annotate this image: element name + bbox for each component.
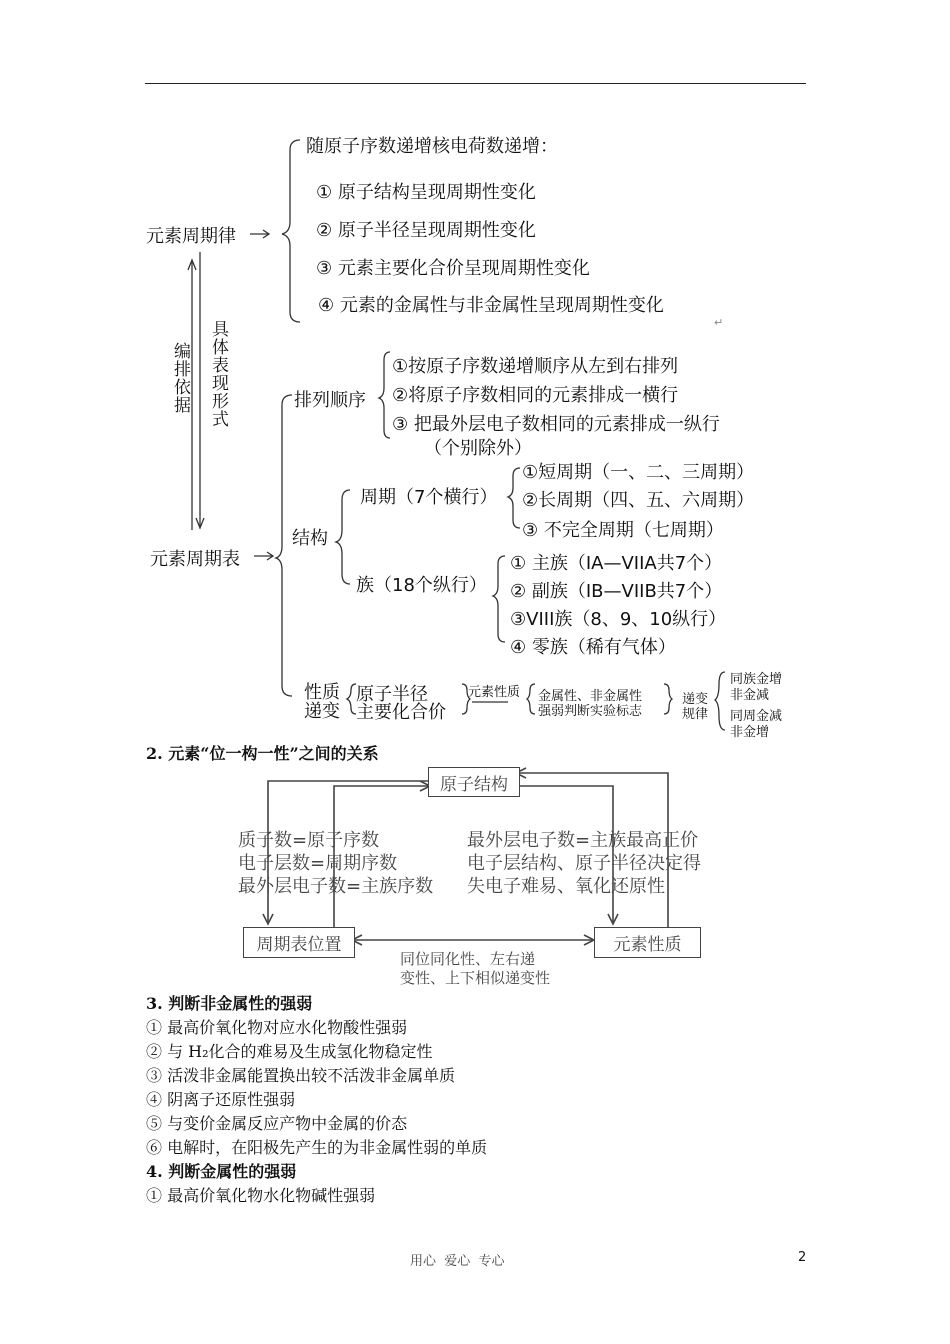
period-item: ②长周期（四、五、六周期） bbox=[522, 490, 755, 511]
property-item: 原子半径 bbox=[356, 684, 428, 705]
footer-motto: 用心 爱心 专心 bbox=[410, 1254, 505, 1269]
list-item: ② 与 H₂化合的难易及生成氢化物稳定性 bbox=[146, 1042, 433, 1061]
box-table-position: 周期表位置 bbox=[243, 927, 355, 958]
list-item: ① 最高价氧化物水化物碱性强弱 bbox=[146, 1186, 376, 1205]
property-label: 递变 bbox=[304, 701, 340, 722]
law-item: ② 原子半径呈现周期性变化 bbox=[316, 220, 536, 241]
law-intro: 随原子序数递增核电荷数递增： bbox=[306, 136, 558, 157]
section4-heading: 4. 判断金属性的强弱 bbox=[146, 1162, 297, 1181]
right-relation: 最外层电子数=主族最高正价 bbox=[467, 830, 699, 851]
order-item: ①按原子序数递增顺序从左到右排列 bbox=[392, 356, 679, 377]
group-item: ① 主族（IA—VIIA共7个） bbox=[510, 553, 723, 574]
list-item: ① 最高价氧化物对应水化物酸性强弱 bbox=[146, 1018, 408, 1037]
form-label: 具体表现形式 bbox=[208, 320, 228, 428]
law-item: ③ 元素主要化合价呈现周期性变化 bbox=[316, 258, 590, 279]
same-group: 同族金增 bbox=[730, 672, 783, 687]
list-item: ⑥ 电解时，在阳极先产生的为非金属性弱的单质 bbox=[146, 1138, 488, 1157]
list-item: ③ 活泼非金属能置换出较不活泼非金属单质 bbox=[146, 1066, 456, 1085]
group-item: ③VIII族（8、9、10纵行） bbox=[510, 609, 727, 630]
box-element-property: 元素性质 bbox=[594, 927, 701, 958]
group-label: 族（18个纵行） bbox=[356, 575, 487, 596]
metal-line: 强弱判断实验标志 bbox=[538, 704, 643, 719]
left-relation: 电子层数=周期序数 bbox=[238, 853, 398, 874]
section2-heading: 2. 元素“位一构一性”之间的关系 bbox=[146, 744, 379, 763]
bottom-relation: 变性、上下相似递变性 bbox=[400, 969, 551, 987]
right-relation: 失电子难易、氧化还原性 bbox=[467, 876, 665, 897]
order-item-note: （个别除外） bbox=[424, 438, 532, 459]
left-relation: 最外层电子数=主族序数 bbox=[238, 876, 434, 897]
rule-line: 规律 bbox=[682, 707, 709, 722]
group-item: ② 副族（IB—VIIB共7个） bbox=[510, 581, 723, 602]
basis-label: 编排依据 bbox=[170, 342, 190, 414]
same-period: 非金增 bbox=[730, 725, 770, 740]
period-label: 周期（7个横行） bbox=[360, 487, 498, 508]
element-property: 元素性质 bbox=[468, 685, 521, 700]
list-item: ⑤ 与变价金属反应产物中金属的价态 bbox=[146, 1114, 408, 1133]
order-item: ③ 把最外层电子数相同的元素排成一纵行 bbox=[392, 414, 720, 435]
property-item: 主要化合价 bbox=[356, 702, 446, 723]
box-atomic-structure: 原子结构 bbox=[428, 767, 520, 797]
metal-line: 金属性、非金属性 bbox=[538, 689, 643, 704]
group-item: ④ 零族（稀有气体） bbox=[510, 637, 676, 658]
period-item: ①短周期（一、二、三周期） bbox=[522, 462, 755, 483]
law-item: ④ 元素的金属性与非金属性呈现周期性变化 bbox=[318, 295, 664, 316]
order-item: ②将原子序数相同的元素排成一横行 bbox=[392, 385, 679, 406]
section3-heading: 3. 判断非金属性的强弱 bbox=[146, 994, 313, 1013]
period-item: ③ 不完全周期（七周期） bbox=[522, 520, 724, 541]
rule-line: 递变 bbox=[682, 692, 709, 707]
law-label: 元素周期律 bbox=[146, 226, 236, 247]
right-relation: 电子层结构、原子半径决定得 bbox=[467, 853, 701, 874]
same-group: 非金减 bbox=[730, 688, 770, 703]
property-label: 性质 bbox=[304, 682, 340, 703]
list-item: ④ 阴离子还原性强弱 bbox=[146, 1090, 296, 1109]
page-number: 2 bbox=[798, 1250, 807, 1265]
svg-text:↵: ↵ bbox=[714, 316, 724, 329]
table-label: 元素周期表 bbox=[150, 549, 240, 570]
law-item: ① 原子结构呈现周期性变化 bbox=[316, 182, 536, 203]
order-label: 排列顺序 bbox=[294, 390, 366, 411]
structure-label: 结构 bbox=[292, 528, 328, 549]
same-period: 同周金减 bbox=[730, 709, 783, 724]
left-relation: 质子数=原子序数 bbox=[238, 830, 380, 851]
bottom-relation: 同位同化性、左右递 bbox=[400, 950, 536, 968]
